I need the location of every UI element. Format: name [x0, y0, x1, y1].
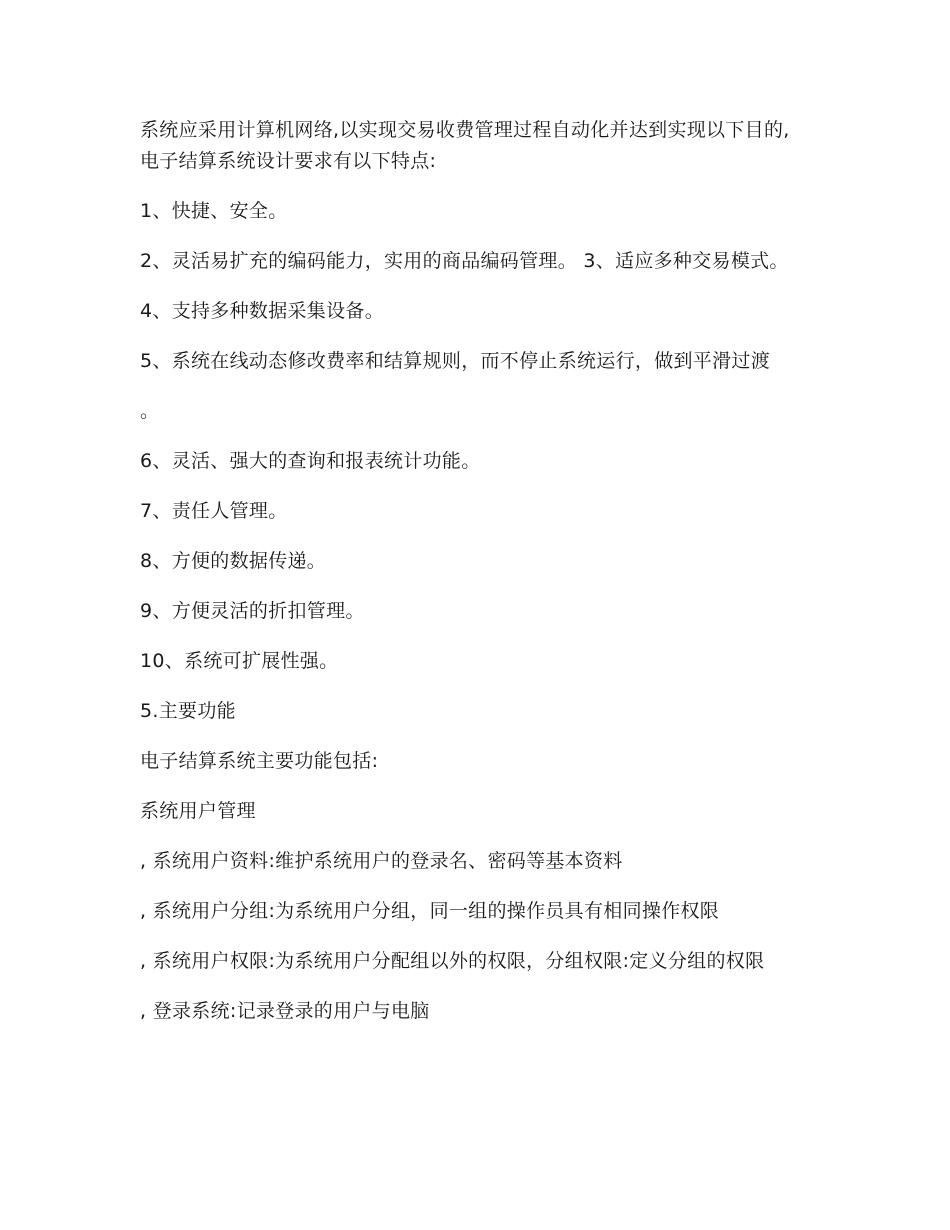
feature-item-5: 5、系统在线动态修改费率和结算规则，而不停止系统运行，做到平滑过渡 — [140, 350, 770, 372]
feature-item-1: 1、快捷、安全。 — [140, 200, 288, 222]
section-heading: 5.主要功能 — [140, 700, 236, 722]
feature-item-10: 10、系统可扩展性强。 — [140, 650, 339, 672]
feature-item-8: 8、方便的数据传递。 — [140, 550, 327, 572]
functions-intro: 电子结算系统主要功能包括: — [140, 750, 379, 772]
function-item-login: , 登录系统:记录登录的用户与电脑 — [140, 1000, 430, 1022]
subsection-heading: 系统用户管理 — [140, 800, 256, 822]
feature-item-4: 4、支持多种数据采集设备。 — [140, 300, 384, 322]
feature-item-2-3: 2、灵活易扩充的编码能力，实用的商品编码管理。 3、适应多种交易模式。 — [140, 250, 789, 272]
function-item-user-permission: , 系统用户权限:为系统用户分配组以外的权限，分组权限:定义分组的权限 — [140, 950, 765, 972]
feature-item-6: 6、灵活、强大的查询和报表统计功能。 — [140, 450, 481, 472]
feature-item-9: 9、方便灵活的折扣管理。 — [140, 600, 365, 622]
document-page — [140, 115, 810, 1027]
feature-item-7: 7、责任人管理。 — [140, 500, 288, 522]
feature-item-5-tail: 。 — [140, 400, 160, 422]
intro-paragraph: 系统应采用计算机网络,以实现交易收费管理过程自动化并达到实现以下目的, 电子结算系统设计要求有以下特点: — [140, 119, 790, 172]
function-item-user-group: , 系统用户分组:为系统用户分组，同一组的操作员具有相同操作权限 — [140, 900, 720, 922]
function-item-user-profile: , 系统用户资料:维护系统用户的登录名、密码等基本资料 — [140, 850, 623, 872]
